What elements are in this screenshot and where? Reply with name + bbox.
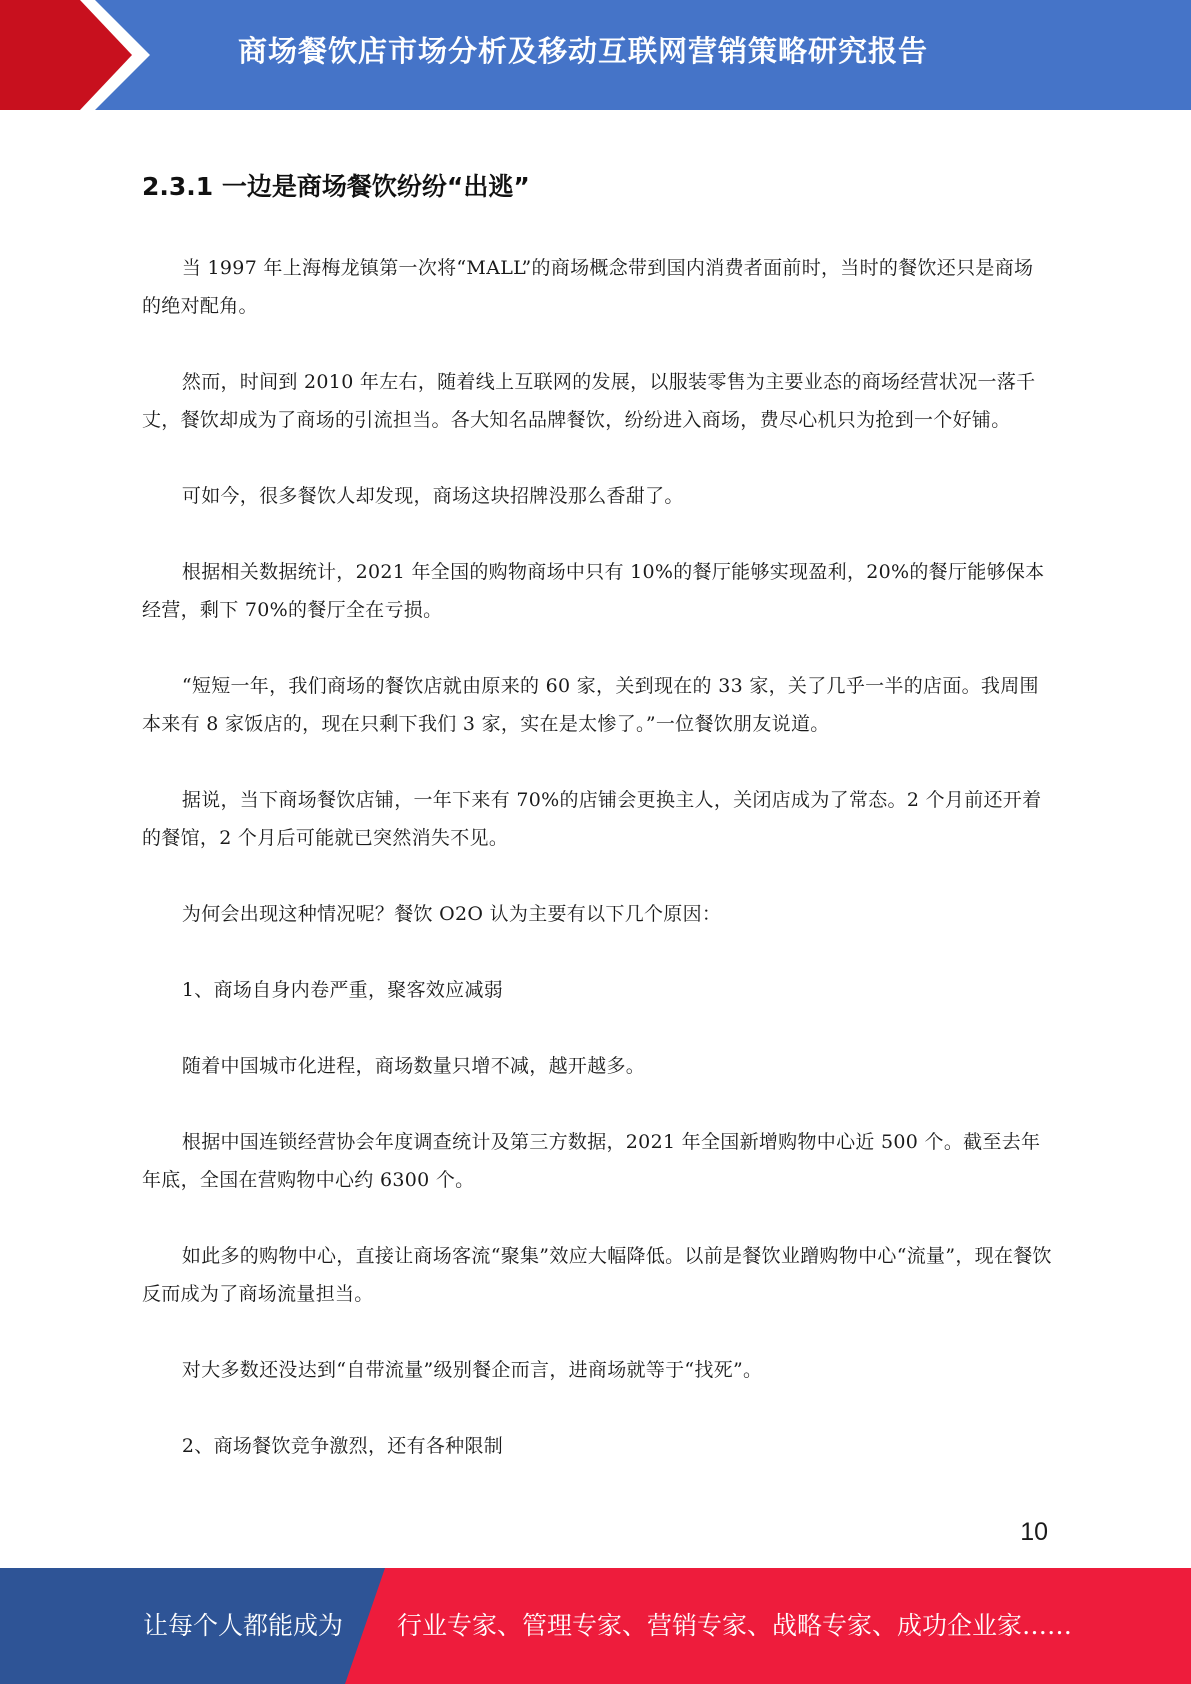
paragraph: “短短一年，我们商场的餐饮店就由原来的 60 家，关到现在的 33 家，关了几乎一半的店面。我周围本来有 8 家饭店的，现在只剩下我们 3 家，实在是太惨了。”一位餐饮朋友说道。 bbox=[142, 675, 1039, 735]
list-heading: 2、商场餐饮竞争激烈，还有各种限制 bbox=[181, 1435, 504, 1457]
paragraph: 对大多数还没达到“自带流量”级别餐企而言，进商场就等于“找死”。 bbox=[181, 1359, 763, 1381]
paragraph: 然而，时间到 2010 年左右，随着线上互联网的发展，以服装零售为主要业态的商场经营状况一落千丈，餐饮却成为了商场的引流担当。各大知名品牌餐饮，纷纷进入商场，费尽心机只为抢到一个好铺。 bbox=[142, 371, 1036, 431]
list-heading: 1、商场自身内卷严重，聚客效应减弱 bbox=[181, 979, 504, 1001]
footer-slogan-right: 行业专家、管理专家、营销专家、战略专家、成功企业家…… bbox=[397, 1611, 1073, 1640]
paragraph: 随着中国城市化进程，商场数量只增不减，越开越多。 bbox=[181, 1055, 646, 1077]
header-banner bbox=[0, 0, 1191, 110]
paragraph: 如此多的购物中心，直接让商场客流“聚集”效应大幅降低。以前是餐饮业蹭购物中心“流量”，现在餐饮反而成为了商场流量担当。 bbox=[142, 1245, 1052, 1305]
paragraph: 当 1997 年上海梅龙镇第一次将“MALL”的商场概念带到国内消费者面前时，当时的餐饮还只是商场的绝对配角。 bbox=[142, 257, 1034, 317]
main-content bbox=[142, 165, 1052, 1503]
footer-banner bbox=[0, 1568, 1191, 1684]
header-red-arrow-decoration bbox=[0, 0, 160, 110]
paragraph: 为何会出现这种情况呢？餐饮 O2O 认为主要有以下几个原因： bbox=[181, 903, 722, 925]
section-heading: 2.3.1 一边是商场餐饮纷纷“出逃” bbox=[142, 172, 530, 201]
paragraph: 根据中国连锁经营协会年度调查统计及第三方数据，2021 年全国新增购物中心近 500 个。截至去年年底，全国在营购物中心约 6300 个。 bbox=[142, 1131, 1041, 1191]
paragraph: 根据相关数据统计，2021 年全国的购物商场中只有 10%的餐厅能够实现盈利，20%的餐厅能够保本经营，剩下 70%的餐厅全在亏损。 bbox=[142, 561, 1045, 621]
paragraph: 据说，当下商场餐饮店铺，一年下来有 70%的店铺会更换主人，关闭店成为了常态。2 个月前还开着的餐馆，2 个月后可能就已突然消失不见。 bbox=[142, 789, 1042, 849]
paragraph: 可如今，很多餐饮人却发现，商场这块招牌没那么香甜了。 bbox=[181, 485, 684, 507]
footer-slogan-left: 让每个人都能成为 bbox=[143, 1611, 344, 1640]
page-number: 10 bbox=[1020, 1518, 1048, 1546]
report-title: 商场餐饮店市场分析及移动互联网营销策略研究报告 bbox=[238, 34, 929, 68]
